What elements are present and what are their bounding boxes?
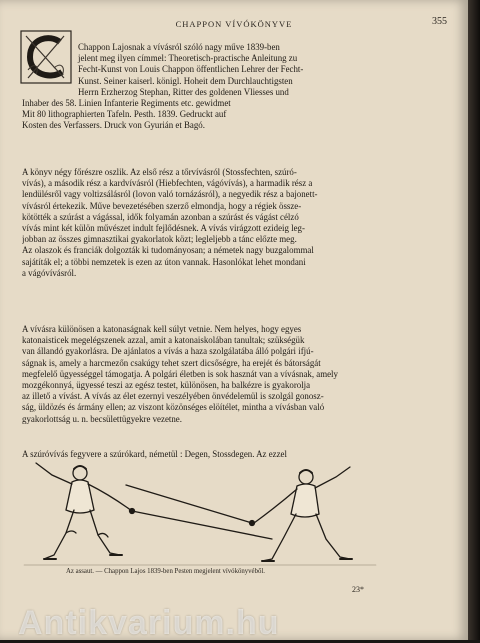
left-fencer-figure [36,463,132,559]
text-line: Chappon Lajosnak a vívásról szóló nagy műve 1839-ben [78,42,280,52]
text-line: ságnak is, amely a harcmezőn csakúgy tehet szert dicsőségre, ha erejét és bátorságát [22,357,321,368]
right-sword [126,485,252,523]
text-line: sajátíták el; a többi nemzetek is ezen az úton vannak. Hasonlókat lehet mondani [22,256,306,267]
text-line: gyakorlottság u. n. becsülettügyekre vezetne. [22,413,182,424]
text-line: az illető a vívást. A vívás az élet ezernyi veszélyében önvédelemül is szolgál gonosz- [22,391,324,402]
text-line: katonaisticek megelégszenek azzal, amit a katonaiskolában tanultak; szükségük [22,335,305,346]
text-line: mozgékonnyá, ügyessé teszi az egész testet, különösen, ha balkézre is gyakorolja [22,380,311,391]
text-line: van állandó gyakorlásra. De ajánlatos a vívás a haza szolgálatába álló polgári ifjú- [22,346,314,357]
signature-mark: 23* [352,585,364,594]
text-line: A szúróvívás fegyvere a szúrókard, németül : Degen, Stossdegen. Az ezzel [22,449,287,459]
watermark: Antikvarium.hu [18,604,280,642]
text-line: a vágóvívásról. [22,267,77,278]
text-line: Fecht-Kunst von Louis Chappon öffentlichen Lehrer der Fecht- [78,64,304,75]
text-line: kötötték a szúrást a vágással, idők folyamán azonban a szúrást és vágást célzó [22,211,299,222]
text-line: jelent meg ilyen címmel: Theoretisch-practische Anleitung zu [78,53,298,64]
text-line: Mit 80 lithographierten Tafeln. Pesth. 1839. Gedruckt auf [22,109,227,120]
text-line: megfelelő ügyességgel támogatja. A polgári életben is sok hasznát van a vívásnak, amely [22,368,338,379]
text-line: Kosten des Verfassers. Druck von Gyurián et Bagó. [22,120,205,131]
right-fencer-figure [254,467,352,561]
paragraph-title-description [22,42,374,132]
figure-caption: Az assaut. — Chappon Lajos 1839-ben Pesten megjelent vívókönyvéből. [66,568,265,575]
paragraph-military-fencing [22,324,374,425]
text-line: vívás), a második rész a kardvívásról (Hiebfechten, vágóvívás), a harmadik rész a [22,178,313,189]
paragraph-book-structure [22,167,374,279]
text-line: Inhaber des 58. Linien Infanterie Regiments etc. gewidmet [22,98,231,109]
book-spine-edge [468,0,480,640]
text-line: vívás mint két külön művészet indult fejlődésnek. A vívás virágzott ezideig leg- [22,223,305,234]
text-line: Az olaszok és franciák dolgozták ki tudományosan; a németek nagy buzgalommal [22,245,314,256]
text-line: A könyv négy főrészre oszlik. Az első rész a tőrvívásról (Stossfechten, szúró- [22,167,297,177]
text-line: ság, üldözés és ármány ellen; az viszont közönséges elöítélet, mintha a vívásban való [22,402,325,413]
text-line: lendülésről vagy voltizsálásról (lovon való tornázásról), a negyedik rész a bajonett- [22,189,318,200]
text-line: Kunst. Seiner kaiserl. königl. Hoheit dem Durchlauchtigsten [78,75,293,86]
text-line: vívásról értekezik. Műve bevezetésében szerző elmondja, hogy a régiek össze- [22,200,302,211]
page-number: 355 [432,16,447,27]
text-line: Herrn Erzherzog Stephan, Ritter des goldenen Vliesses und [78,86,289,97]
running-header: CHAPPON VÍVÓKÖNYVE [175,19,293,29]
fencing-illustration [14,455,386,573]
text-line: jobban az összes gimnasztikai gyakorlatok közt; legleljebb a tánc előzte meg. [22,234,297,245]
text-line: A vívásra különösen a katonaságnak kell súlyt vetnie. Nem helyes, hogy egyes [22,324,302,334]
